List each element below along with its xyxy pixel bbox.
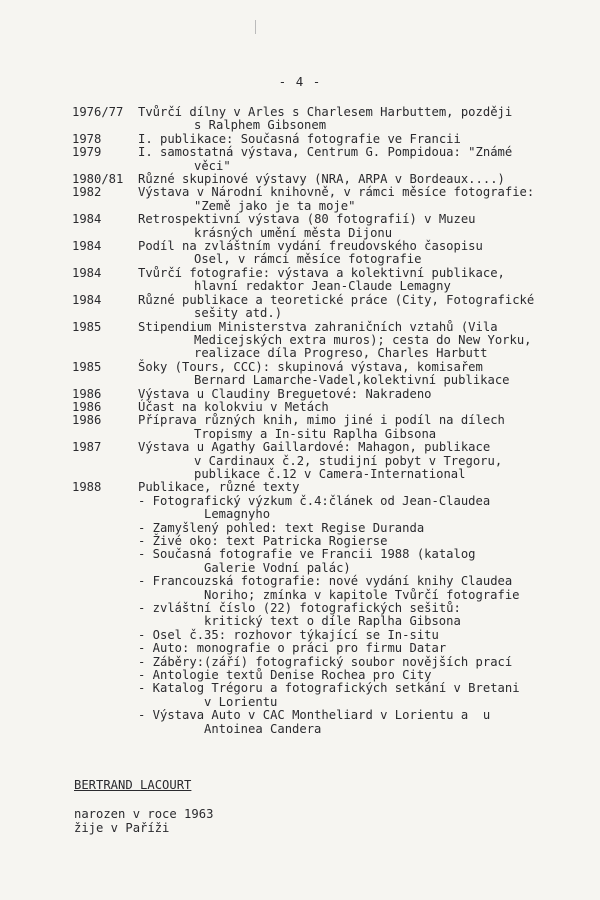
author-bio [74, 808, 213, 835]
publication-text [138, 548, 592, 575]
publication-item [72, 669, 592, 682]
publication-item [72, 522, 592, 535]
entry-line: Stipendium Ministerstva zahraničních vztahů (Vila [138, 319, 498, 334]
entry-text [138, 414, 592, 441]
publication-line: - Antologie textů Denise Rochea pro City [138, 668, 432, 683]
entry-text [138, 173, 592, 186]
publication-text [138, 495, 592, 522]
entry-line: s Ralphem Gibsonem [194, 118, 327, 133]
publication-line: - Živé oko: text Patricka Rogierse [138, 534, 388, 548]
publication-text [138, 535, 592, 548]
entry-year: 1985 [72, 359, 102, 374]
entry-line: realizace díla Progreso, Charles Harbutt [194, 346, 488, 361]
year-spacer [72, 642, 138, 655]
year-spacer [72, 682, 138, 709]
publication-line: - Katalog Trégoru a fotografických setkání v Bretani [138, 681, 520, 696]
entry-line: Účast na kolokviu v Metách [138, 399, 329, 414]
chronology-entry [72, 186, 592, 213]
page-number: - 4 - [278, 74, 322, 89]
entry-line: sešity atd.) [194, 306, 283, 321]
entry-year: 1976/77 [72, 105, 124, 119]
entry-year: 1985 [72, 319, 102, 334]
publication-item [72, 602, 592, 629]
entry-line: Podíl na zvláštním vydání freudovského časopisu [138, 239, 483, 254]
entry-year: 1986 [72, 386, 102, 401]
entry-text [138, 240, 592, 267]
entry-line: Šoky (Tours, CCC): skupinová výstava, komisařem [138, 359, 483, 374]
entry-text [138, 481, 592, 494]
entry-year: 1980/81 [72, 172, 124, 187]
publication-line: Lemagnyho [204, 507, 271, 522]
entry-line: Různé skupinové výstavy (NRA, ARPA v Bordeaux....) [138, 172, 505, 187]
chronology-entry [72, 173, 592, 186]
chronology-entry [72, 388, 592, 401]
entry-text [138, 267, 592, 294]
entry-text [138, 133, 592, 146]
author-heading [74, 778, 191, 792]
chronology-entry [72, 401, 592, 414]
publication-item [72, 642, 592, 655]
entry-text [138, 361, 592, 388]
chronology-entry [72, 481, 592, 494]
entry-year: 1986 [72, 399, 102, 414]
publication-text [138, 682, 592, 709]
publication-line: - Auto: monografie o práci pro firmu Datar [138, 641, 447, 656]
publication-text [138, 709, 592, 736]
entry-line: "Země jako je ta moje" [194, 198, 356, 213]
year-spacer [72, 656, 138, 669]
chronology-entry [72, 133, 592, 146]
year-spacer [72, 575, 138, 602]
entry-year: 1988 [72, 480, 102, 495]
publication-line: v Lorientu [204, 694, 278, 709]
publication-text [138, 642, 592, 655]
publication-text [138, 629, 592, 642]
year-spacer [72, 522, 138, 535]
publication-item [72, 575, 592, 602]
entry-line: Výstava u Claudiny Breguetové: Nakradeno [138, 386, 432, 401]
entry-line: věci" [194, 158, 231, 173]
publication-text [138, 522, 592, 535]
entry-line: hlavní redaktor Jean-Claude Lemagny [194, 279, 451, 294]
entry-year: 1984 [72, 239, 102, 254]
entry-year: 1987 [72, 440, 102, 455]
entry-year: 1986 [72, 413, 102, 428]
entry-text [138, 186, 592, 213]
publication-text [138, 575, 592, 602]
entry-year: 1978 [72, 131, 102, 146]
entry-year: 1984 [72, 292, 102, 307]
publication-line: Noriho; zmínka v kapitole Tvůrčí fotografie [204, 587, 520, 602]
entry-line: Medicejských extra muros); cesta do New Yorku, [194, 332, 532, 347]
chronology-entry [72, 146, 592, 173]
entry-year: 1984 [72, 212, 102, 227]
entry-line: Výstava u Agathy Gaillardové: Mahagon, publikace [138, 440, 491, 455]
entry-line: Příprava různých knih, mimo jiné i podíl na dílech [138, 413, 505, 428]
publication-line: - Fotografický výzkum č.4:článek od Jean-Claudea [138, 493, 491, 508]
year-spacer [72, 495, 138, 522]
entry-text [138, 401, 592, 414]
publication-item [72, 535, 592, 548]
entry-line: publikace č.12 v Camera-International [194, 466, 466, 481]
entry-line: Výstava v Národní knihovně, v rámci měsíce fotografie: [138, 185, 535, 200]
year-spacer [72, 709, 138, 736]
publication-item [72, 682, 592, 709]
chronology-entry [72, 441, 592, 481]
chronology-entry [72, 361, 592, 388]
entry-text [138, 441, 592, 481]
publication-line: - Francouzská fotografie: nové vydání knihy Claudea [138, 574, 513, 589]
publication-text [138, 669, 592, 682]
entry-line: Retrospektivní výstava (80 fotografií) v Muzeu [138, 212, 476, 227]
entry-line: Bernard Lamarche-Vadel,kolektivní publikace [194, 373, 510, 388]
year-spacer [72, 548, 138, 575]
publication-text [138, 656, 592, 669]
publication-item [72, 629, 592, 642]
publication-text [138, 602, 592, 629]
publication-line: - Výstava Auto v CAC Montheliard v Lorientu a u [138, 708, 491, 723]
publication-line: Galerie Vodní palác) [204, 560, 351, 575]
publication-item [72, 656, 592, 669]
publication-line: - zvláštní číslo (22) fotografických sešitů: [138, 601, 461, 616]
entry-line: krásných umění města Dijonu [194, 225, 393, 240]
entry-text [138, 294, 592, 321]
publication-line: - Zamyšlený pohled: text Regise Duranda [138, 520, 425, 535]
chronology-list [72, 106, 592, 736]
entry-text [138, 388, 592, 401]
entry-line: Tvůrčí fotografie: výstava a kolektivní publikace, [138, 265, 505, 280]
bio-line: žije v Paříži [74, 820, 170, 835]
entry-line: Různé publikace a teoretické práce (City, Fotografické [138, 292, 535, 307]
chronology-entry [72, 213, 592, 240]
entry-text [138, 321, 592, 361]
bio-line: narozen v roce 1963 [74, 807, 214, 821]
publication-item [72, 548, 592, 575]
entry-line: Tropismy a In-situ Raplha Gibsona [194, 426, 437, 441]
chronology-entry [72, 414, 592, 441]
entry-line: I. samostatná výstava, Centrum G. Pompidoua: "Známé [138, 145, 513, 160]
publication-item [72, 495, 592, 522]
publication-item [72, 709, 592, 736]
chronology-entry [72, 106, 592, 133]
entry-line: Publikace, různé texty [138, 480, 300, 495]
publication-line: - Osel č.35: rozhovor týkající se In-situ [138, 627, 439, 642]
paper-mark [255, 20, 256, 34]
entry-text [138, 146, 592, 173]
entry-year: 1982 [72, 185, 102, 200]
year-spacer [72, 535, 138, 548]
chronology-entry [72, 267, 592, 294]
chronology-entry [72, 321, 592, 361]
entry-line: v Cardinaux č.2, studijní pobyt v Tregoru, [194, 453, 503, 468]
entry-text [138, 106, 592, 133]
publication-line: Antoinea Candera [204, 721, 322, 736]
chronology-entry [72, 294, 592, 321]
entry-text [138, 213, 592, 240]
entry-year: 1979 [72, 145, 102, 160]
publication-line: - Záběry:(září) fotografický soubor novějších prací [138, 654, 513, 669]
entry-line: Tvůrčí dílny v Arles s Charlesem Harbuttem, později [138, 105, 513, 119]
year-spacer [72, 669, 138, 682]
publication-line: kritický text o díle Raplha Gibsona [204, 614, 461, 629]
entry-line: I. publikace: Současná fotografie ve Francii [138, 131, 461, 146]
publication-line: - Současná fotografie ve Francii 1988 (katalog [138, 547, 476, 562]
entry-year: 1984 [72, 265, 102, 280]
chronology-entry [72, 240, 592, 267]
year-spacer [72, 629, 138, 642]
entry-line: Osel, v rámci měsíce fotografie [194, 252, 422, 267]
author-name: BERTRAND LACOURT [74, 778, 192, 792]
year-spacer [72, 602, 138, 629]
